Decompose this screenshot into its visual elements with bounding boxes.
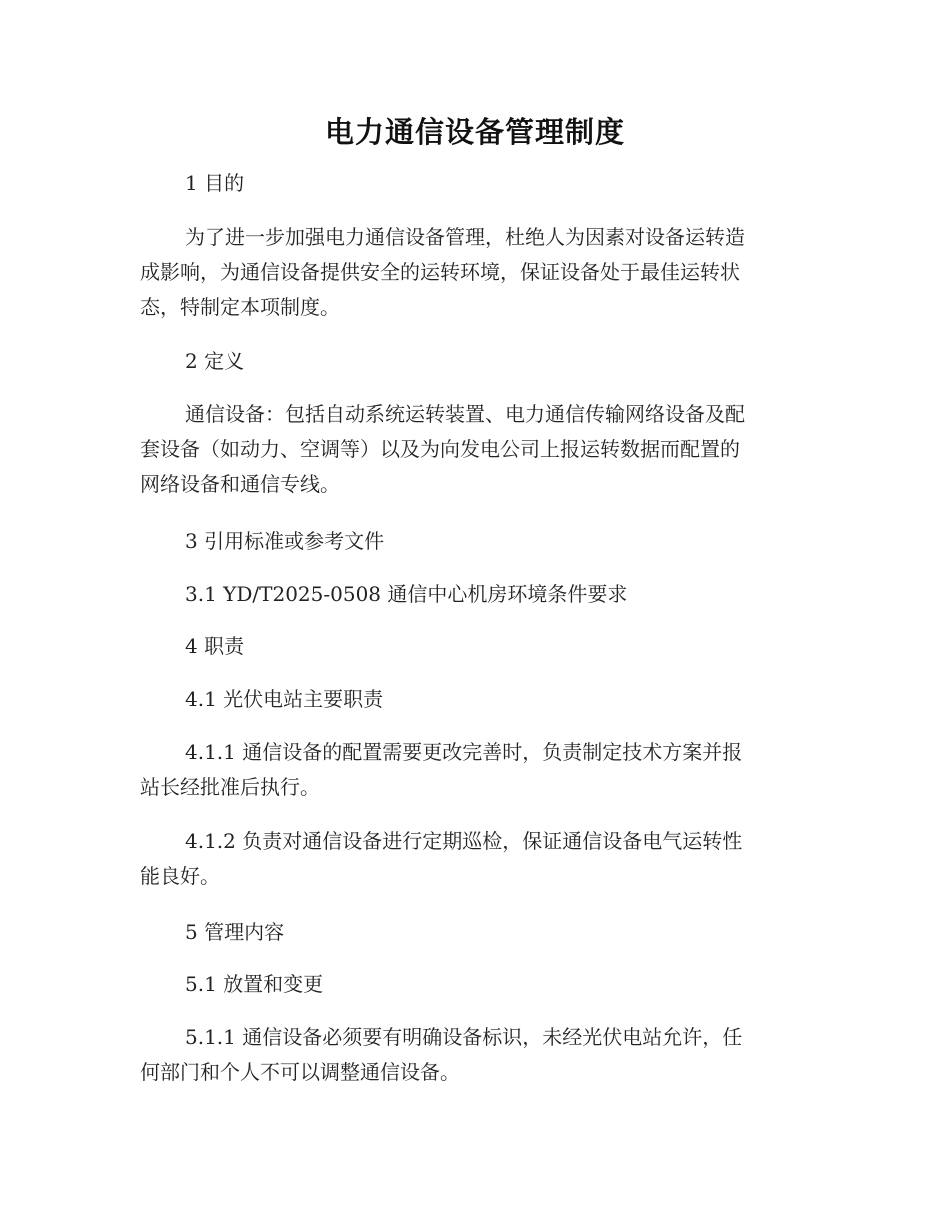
section-heading-responsibilities: 4 职责: [185, 634, 245, 658]
paragraph-line: 5.1.1 通信设备必须要有明确设备标识，未经光伏电站允许，任: [185, 1025, 743, 1049]
section-heading-references: 3 引用标准或参考文件: [185, 529, 385, 553]
paragraph-line: 态，特制定本项制度。: [140, 295, 340, 319]
paragraph-line: 网络设备和通信专线。: [140, 472, 340, 496]
section-heading-purpose: 1 目的: [185, 171, 245, 195]
paragraph-line: 站长经批准后执行。: [140, 775, 320, 799]
subsection-heading: 4.1 光伏电站主要职责: [185, 687, 384, 711]
section-heading-definition: 2 定义: [185, 349, 245, 373]
paragraph-line: 为了进一步加强电力通信设备管理，杜绝人为因素对设备运转造: [185, 225, 745, 249]
paragraph-line: 成影响，为通信设备提供安全的运转环境，保证设备处于最佳运转状: [140, 260, 740, 284]
paragraph-line: 4.1.1 通信设备的配置需要更改完善时，负责制定技术方案并报: [185, 740, 743, 764]
paragraph-line: 4.1.2 负责对通信设备进行定期巡检，保证通信设备电气运转性: [185, 829, 743, 853]
paragraph-line: 何部门和个人不可以调整通信设备。: [140, 1060, 460, 1084]
paragraph-line: 能良好。: [140, 864, 220, 888]
paragraph-line: 套设备（如动力、空调等）以及为向发电公司上报运转数据而配置的: [140, 437, 740, 461]
paragraph-line: 通信设备：包括自动系统运转装置、电力通信传输网络设备及配: [185, 402, 745, 426]
reference-item: 3.1 YD/T2025-0508 通信中心机房环境条件要求: [185, 582, 628, 606]
subsection-heading: 5.1 放置和变更: [185, 972, 324, 996]
document-title: 电力通信设备管理制度: [324, 115, 625, 149]
section-heading-management: 5 管理内容: [185, 920, 285, 944]
